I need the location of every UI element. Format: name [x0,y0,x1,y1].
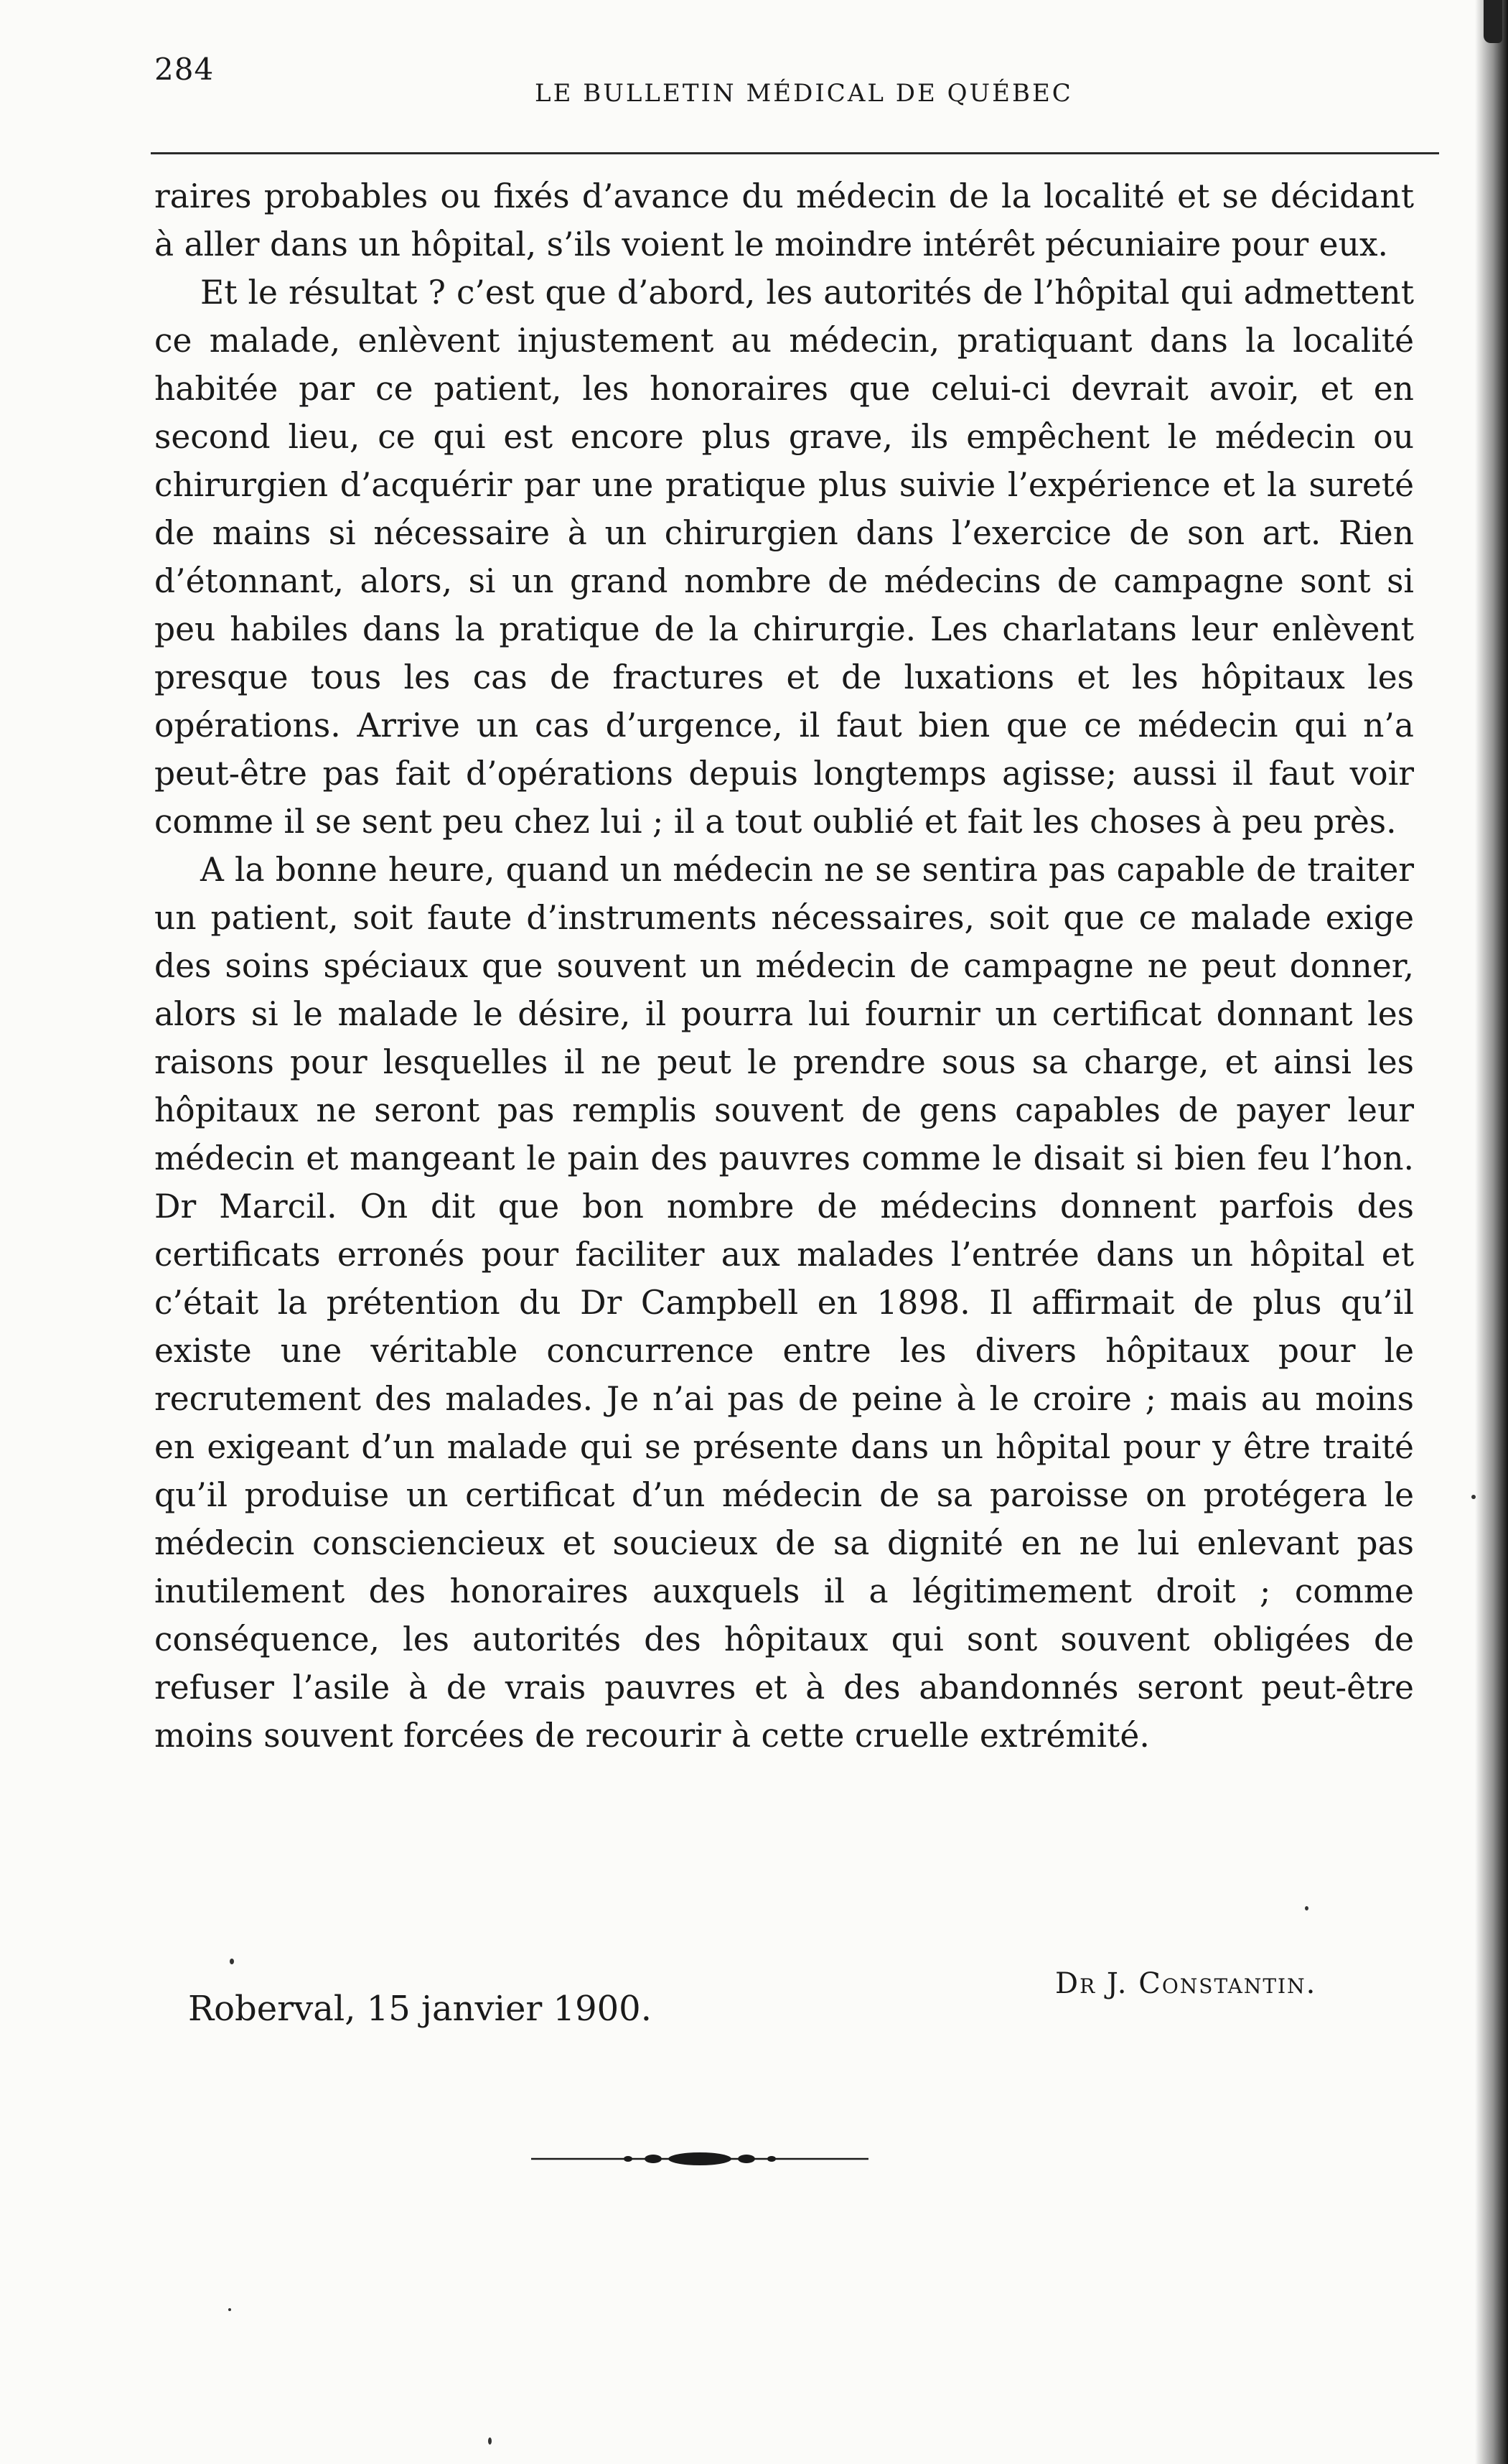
binding-edge-shadow [1475,0,1508,2464]
page-number: 284 [154,52,215,87]
print-speck [1471,1495,1476,1499]
binding-mark [1484,0,1502,43]
article-body [154,172,1414,1760]
end-ornament [531,2148,868,2170]
dateline: Roberval, 15 janvier 1900. [188,1989,652,2029]
print-speck [230,1959,234,1964]
print-speck [1305,1906,1308,1910]
paragraph-2: Et le résultat ? c’est que d’abord, les autorités de l’hôpital qui admettent ce malade, enlèvent injustement au médecin, pratiquant dans la localité habitée par ce patient, les honoraires que celui-ci devrait avoir, et en second lieu, ce qui est encore plus grave, ils empêchent le médecin ou chirurgien d’acquérir par une pratique plus suivie l’expérience et la sureté de mains si nécessaire à un chirurgien dans l’exercice de son art. Rien d’étonnant, alors, si un grand nombre de médecins de campagne sont si peu habiles dans la pratique de la chirurgie. Les charlatans leur enlèvent presque tous les cas de fractures et de luxations et les hôpitaux les opérations. Arrive un cas d’urgence, il faut bien que ce médecin qui n’a peut-être pas fait d’opérations depuis longtemps agisse; aussi il faut voir comme il se sent peu chez lui ; il a tout oublié et fait les choses à peu près. [154,274,1414,841]
print-speck [228,2308,231,2311]
header-rule [151,152,1439,154]
print-speck [488,2437,492,2445]
paragraph-1: raires probables ou fixés d’avance du médecin de la localité et se décidant à aller dans un hôpital, s’ils voient le moindre intérêt pécuniaire pour eux. [154,177,1414,263]
author-signature: Dr J. Constantin. [1055,1967,1317,2000]
paragraph-3: A la bonne heure, quand un médecin ne se sentira pas capable de traiter un patient, soit faute d’instruments nécessaires, soit que ce malade exige des soins spéciaux que souvent un médecin de campagne ne peut donner, alors si le malade le désire, il pourra lui fournir un certificat donnant les raisons pour lesquelles il ne peut le prendre sous sa charge, et ainsi les hôpitaux ne seront pas remplis souvent de gens capables de payer leur médecin et mangeant le pain des pauvres comme le disait si bien feu l’hon. Dr Marcil. On dit que bon nombre de médecins donnent parfois des certificats erronés pour faciliter aux malades l’entrée dans un hôpital et c’était la prétention du Dr Campbell en 1898. Il affirmait de plus qu’il existe une véritable concurrence entre les divers hôpitaux pour le recrutement des malades. Je n’ai pas de peine à le croire ; mais au moins en exigeant d’un malade qui se présente dans un hôpital pour y être traité qu’il produise un certificat d’un médecin de sa paroisse on protégera le médecin consciencieux et soucieux de sa dignité en ne lui enlevant pas inutilement des honoraires auxquels il a légitimement droit ; comme conséquence, les autorités des hôpitaux qui sont souvent obligées de refuser l’asile à de vrais pauvres et à des abandonnés seront peut-être moins souvent forcées de recourir à cette cruelle extrémité. [154,851,1414,1755]
page-header [154,36,1446,115]
running-title: LE BULLETIN MÉDICAL DE QUÉBEC [535,79,1073,108]
